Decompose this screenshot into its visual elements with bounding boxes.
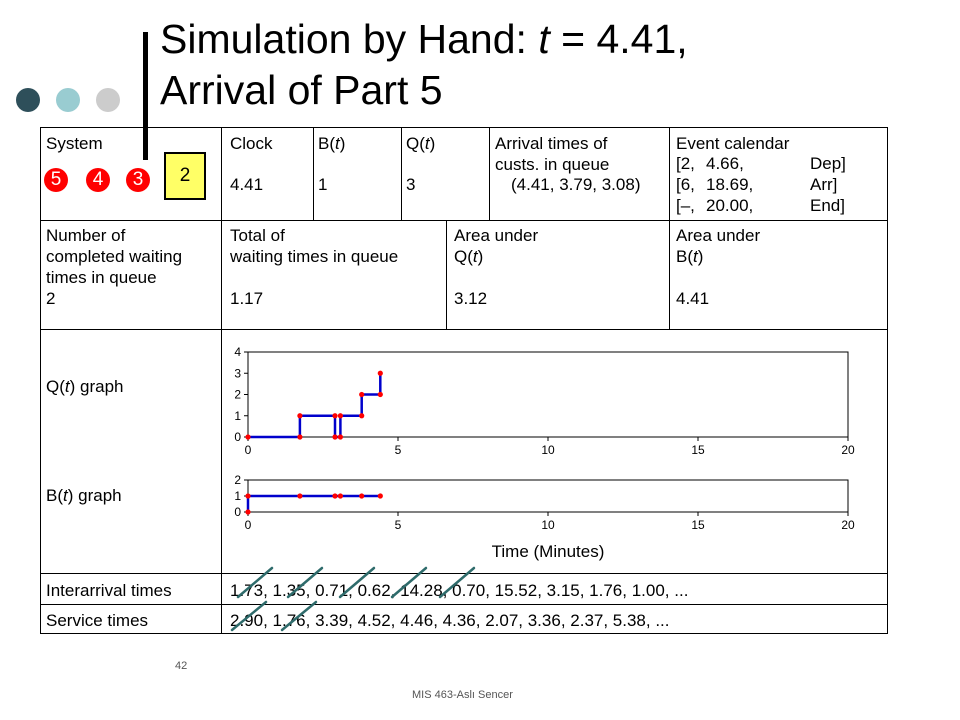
y-tick-label: 1 bbox=[234, 489, 241, 503]
y-tick-label: 3 bbox=[234, 366, 241, 381]
queue-length-value: 3 bbox=[406, 175, 416, 194]
y-tick-label: 0 bbox=[234, 430, 241, 444]
strike-mark bbox=[392, 568, 426, 597]
x-tick-label: 0 bbox=[244, 443, 252, 457]
completed-label-1: Number of bbox=[46, 226, 126, 245]
interarrival-label: Interarrival times bbox=[46, 581, 172, 600]
area-b-label-1: Area under bbox=[676, 226, 761, 245]
total-wait-label-2: waiting times in queue bbox=[230, 247, 399, 266]
x-tick-label: 5 bbox=[394, 443, 402, 457]
title-line-1: Simulation by Hand: t = 4.41, bbox=[160, 16, 688, 62]
event-calendar-label: Event calendar bbox=[676, 134, 790, 153]
queue-length-label: Q(t) bbox=[406, 134, 436, 153]
y-tick-label: 2 bbox=[234, 387, 241, 402]
system-label: System bbox=[46, 134, 103, 153]
x-tick-label: 10 bbox=[541, 518, 555, 532]
q-graph-label: Q(t) graph bbox=[46, 377, 124, 396]
x-tick-label: 20 bbox=[841, 443, 855, 457]
completed-label-3: times in queue bbox=[46, 268, 157, 287]
y-tick-label: 2 bbox=[234, 473, 241, 487]
total-wait-value: 1.17 bbox=[230, 289, 264, 308]
footer-text: MIS 463-Aslı Sencer bbox=[412, 689, 513, 701]
area-q-label-2: Q(t) bbox=[454, 247, 484, 266]
x-tick-label: 5 bbox=[394, 518, 402, 532]
x-tick-label: 15 bbox=[691, 518, 705, 532]
busy-label: B(t) bbox=[318, 134, 346, 153]
strike-mark bbox=[282, 602, 316, 630]
busy-value: 1 bbox=[318, 175, 328, 194]
arrivals-label-2: custs. in queue bbox=[495, 155, 610, 174]
x-tick-label: 20 bbox=[841, 518, 855, 532]
y-tick-label: 0 bbox=[234, 505, 241, 519]
completed-value: 2 bbox=[46, 289, 56, 308]
total-wait-label-1: Total of bbox=[230, 226, 285, 245]
arrivals-value: (4.41, 3.79, 3.08) bbox=[511, 175, 641, 194]
b-graph-label: B(t) graph bbox=[46, 486, 122, 505]
server-part: 2 bbox=[164, 152, 206, 200]
strike-mark bbox=[232, 602, 266, 630]
y-tick-label: 1 bbox=[234, 408, 241, 423]
strike-mark bbox=[238, 568, 272, 597]
event-row: [2, 4.66, Dep] bbox=[676, 154, 846, 173]
clock-value: 4.41 bbox=[230, 175, 264, 194]
x-tick-label: 0 bbox=[244, 518, 252, 532]
area-b-label-2: B(t) bbox=[676, 247, 704, 266]
service-label: Service times bbox=[46, 611, 149, 630]
clock-label: Clock bbox=[230, 134, 273, 153]
completed-label-2: completed waiting bbox=[46, 247, 183, 266]
x-axis-label: Time (Minutes) bbox=[491, 542, 605, 561]
x-tick-label: 10 bbox=[541, 443, 555, 457]
service-values: 2.90, 1.76, 3.39, 4.52, 4.46, 4.36, 2.07, 3.36, 2.37, 5.38, ... bbox=[230, 611, 670, 630]
y-tick-label: 4 bbox=[234, 345, 241, 359]
interarrival-values: 1.73, 1.35, 0.71, 0.62, 14.28, 0.70, 15.52, 3.15, 1.76, 1.00, ... bbox=[230, 581, 689, 600]
page-number: 42 bbox=[175, 660, 188, 672]
strike-mark bbox=[440, 568, 474, 597]
strike-mark bbox=[340, 568, 374, 597]
area-b-value: 4.41 bbox=[676, 289, 710, 308]
arrivals-label-1: Arrival times of bbox=[495, 134, 608, 153]
strike-mark bbox=[288, 568, 322, 597]
area-q-label-1: Area under bbox=[454, 226, 539, 245]
x-tick-label: 15 bbox=[691, 443, 705, 457]
queue-part: 5 bbox=[44, 168, 68, 192]
queue-part: 3 bbox=[126, 168, 150, 192]
event-row: [6, 18.69, Arr] bbox=[676, 175, 838, 194]
event-row: [–, 20.00, End] bbox=[676, 196, 845, 215]
title-line-2: Arrival of Part 5 bbox=[160, 67, 443, 113]
queue-part: 4 bbox=[86, 168, 110, 192]
area-q-value: 3.12 bbox=[454, 289, 488, 308]
